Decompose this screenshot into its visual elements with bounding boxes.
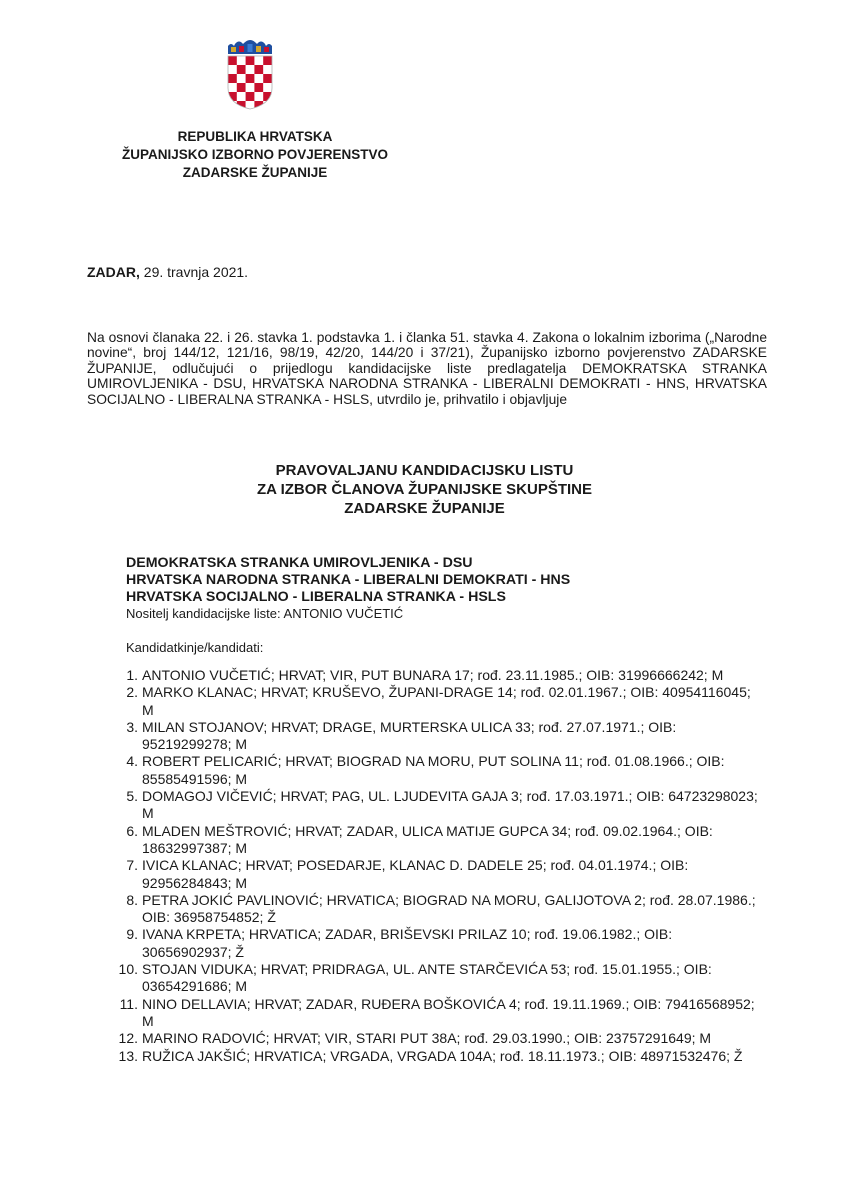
candidate-number: 3. <box>126 718 138 735</box>
shield-square <box>263 65 272 74</box>
candidate-item <box>110 961 760 996</box>
shield-square <box>228 74 237 83</box>
title-line-3: ZADARSKE ŽUPANIJE <box>344 500 505 517</box>
shield-square <box>263 101 272 110</box>
candidate-details: DOMAGOJ VIČEVIĆ; HRVAT; PAG, UL. LJUDEVITA GAJA 3; rođ. 17.03.1971.; OIB: 64723298023; M <box>142 788 758 822</box>
shield-square <box>237 65 246 74</box>
candidate-item <box>110 857 760 892</box>
candidate-number: 13. <box>118 1047 138 1064</box>
candidate-number: 5. <box>126 788 138 805</box>
dateline-date: 29. travnja 2021. <box>139 264 249 280</box>
candidate-list <box>110 667 760 1065</box>
candidate-number: 8. <box>126 891 138 908</box>
candidate-details: ANTONIO VUČETIĆ; HRVAT; VIR, PUT BUNARA 17; rođ. 23.11.1985.; OIB: 31996666242; M <box>142 667 724 683</box>
shield-square <box>228 65 237 74</box>
candidate-item <box>110 1048 760 1065</box>
header-commission: ŽUPANIJSKO IZBORNO POVJERENSTVO <box>121 147 389 162</box>
candidate-item <box>110 684 760 719</box>
candidate-item <box>110 1030 760 1047</box>
shield-square <box>254 83 263 92</box>
candidate-details: STOJAN VIDUKA; HRVAT; PRIDRAGA, UL. ANTE STARČEVIĆA 53; rođ. 15.01.1955.; OIB: 03654291686; M <box>142 961 712 995</box>
candidate-item <box>110 823 760 858</box>
candidate-item <box>110 753 760 788</box>
candidate-number: 12. <box>118 1030 138 1047</box>
legal-basis-paragraph: Na osnovi članaka 22. i 26. stavka 1. podstavka 1. i članka 51. stavka 4. Zakona o lokalnim izborima („Narodne novine“, broj 144/12, 121/16, 98/19, 42/20, 144/20 i 37/21), Županijsko izborno povjerenstvo ZADARSKE ŽUPANIJE, odlučujući o prijedlogu kandidacijske liste predlagatelja DEMOKRATSKA STRANKA UMIROVLJENIKA - DSU, HRVATSKA NARODNA STRANKA - LIBERALNI DEMOKRATI - HNS, HRVATSKA SOCIJALNO - LIBERALNA STRANKA - HSLS, utvrdilo je, prihvatilo i objavljuje <box>87 330 767 407</box>
candidate-details: IVANA KRPETA; HRVATICA; ZADAR, BRIŠEVSKI PRILAZ 10; rođ. 19.06.1982.; OIB: 30656902937; Ž <box>142 926 673 960</box>
candidate-details: MARINO RADOVIĆ; HRVAT; VIR, STARI PUT 38A; rođ. 29.03.1990.; OIB: 23757291649; M <box>142 1030 712 1047</box>
title-line-2: ZA IZBOR ČLANOVA ŽUPANIJSKE SKUPŠTINE <box>256 481 593 498</box>
shield-square <box>228 101 237 110</box>
shield-square <box>254 74 263 83</box>
candidate-number: 4. <box>126 753 138 770</box>
candidate-number: 10. <box>118 961 138 978</box>
header-republic: REPUBLIKA HRVATSKA <box>177 129 333 144</box>
party-name: DEMOKRATSKA STRANKA UMIROVLJENIKA - DSU <box>126 555 473 571</box>
candidate-number: 7. <box>126 857 138 874</box>
shield-square <box>237 83 246 92</box>
candidate-item <box>110 926 760 961</box>
candidate-details: MILAN STOJANOV; HRVAT; DRAGE, MURTERSKA ULICA 33; rođ. 27.07.1971.; OIB: 95219299278; M <box>142 718 677 753</box>
candidate-number: 9. <box>126 926 138 943</box>
crown <box>228 40 272 54</box>
candidate-item <box>110 719 760 754</box>
shield-square <box>246 92 255 101</box>
shield-square <box>246 83 255 92</box>
shield-square <box>246 56 255 65</box>
candidate-item <box>110 667 760 684</box>
shield-square <box>237 101 246 110</box>
shield-square <box>228 83 237 92</box>
candidate-item <box>110 892 760 927</box>
shield-square <box>237 56 246 65</box>
candidate-number: 11. <box>119 995 138 1012</box>
party-name: HRVATSKA NARODNA STRANKA - LIBERALNI DEMOKRATI - HNS <box>126 572 571 588</box>
shield-square <box>228 56 237 65</box>
candidate-details: MLADEN MEŠTROVIĆ; HRVAT; ZADAR, ULICA MATIJE GUPCA 34; rođ. 09.02.1964.; OIB: 18632997387; M <box>142 822 713 856</box>
header-county: ZADARSKE ŽUPANIJE <box>182 165 328 180</box>
candidate-item <box>110 788 760 823</box>
shield-square <box>237 92 246 101</box>
shield-square <box>237 74 246 83</box>
document-title <box>0 461 849 518</box>
candidate-details: MARKO KLANAC; HRVAT; KRUŠEVO, ŽUPANI-DRAGE 14; rođ. 02.01.1967.; OIB: 40954116045; M <box>142 684 751 718</box>
candidate-details: RUŽICA JAKŠIĆ; HRVATICA; VRGADA, VRGADA 104A; rođ. 18.11.1973.; OIB: 48971532476; Ž <box>142 1047 743 1064</box>
shield-square <box>254 101 263 110</box>
party-name: HRVATSKA SOCIJALNO - LIBERALNA STRANKA - HSLS <box>126 589 506 605</box>
title-line-1: PRAVOVALJANU KANDIDACIJSKU LISTU <box>275 462 574 479</box>
shield-square <box>263 74 272 83</box>
shield-square <box>246 65 255 74</box>
dateline-place: ZADAR, <box>87 264 140 280</box>
party-list <box>126 555 570 606</box>
croatian-coat-of-arms-icon <box>225 38 275 110</box>
shield-square <box>263 56 272 65</box>
candidate-details: NINO DELLAVIA; HRVAT; ZADAR, RUĐERA BOŠKOVIĆA 4; rođ. 19.11.1969.; OIB: 79416568952; M <box>142 995 755 1029</box>
shield-square <box>263 83 272 92</box>
candidate-number: 1. <box>126 667 138 683</box>
candidate-details: PETRA JOKIĆ PAVLINOVIĆ; HRVATICA; BIOGRAD NA MORU, GALIJOTOVA 2; rođ. 28.07.1986.; OIB: 36958754852; Ž <box>142 891 756 926</box>
candidate-details: IVICA KLANAC; HRVAT; POSEDARJE, KLANAC D. DADELE 25; rođ. 04.01.1974.; OIB: 92956284843; M <box>142 857 689 891</box>
candidates-label: Kandidatkinje/kandidati: <box>126 640 264 655</box>
shield-square <box>246 74 255 83</box>
candidate-details: ROBERT PELICARIĆ; HRVAT; BIOGRAD NA MORU, PUT SOLINA 11; rođ. 01.08.1966.; OIB: 85585491596; M <box>142 753 725 787</box>
candidate-item <box>110 996 760 1031</box>
issuer-header <box>110 128 400 182</box>
shield-square <box>254 65 263 74</box>
list-holder: Nositelj kandidacijske liste: ANTONIO VUČETIĆ <box>126 606 404 621</box>
candidate-number: 2. <box>126 684 138 701</box>
candidate-number: 6. <box>126 822 138 839</box>
dateline <box>87 264 248 280</box>
shield-square <box>254 92 263 101</box>
shield-square <box>254 56 263 65</box>
